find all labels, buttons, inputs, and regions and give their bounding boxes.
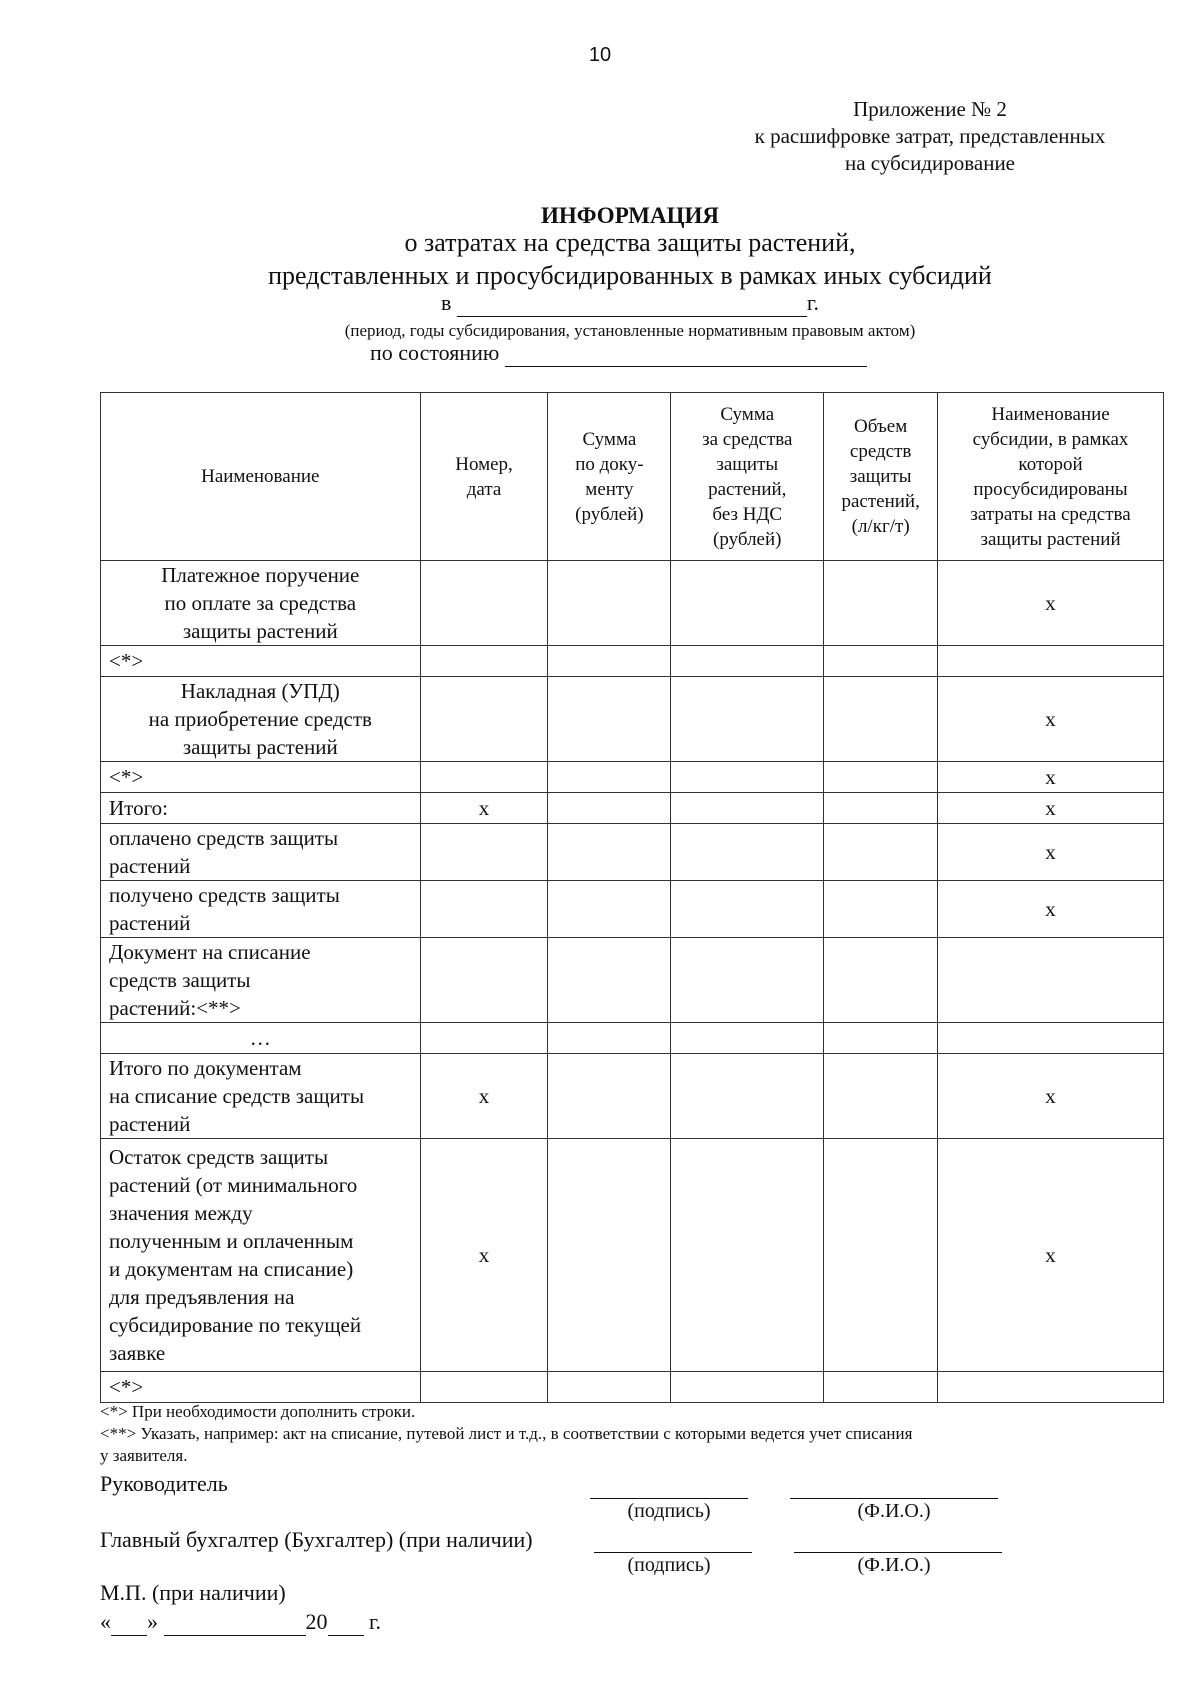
row-name-cell: <*>: [101, 762, 421, 793]
table-row: [101, 1023, 1164, 1054]
table-cell: х: [938, 824, 1164, 881]
table-cell: [671, 1023, 824, 1054]
table-row: [101, 677, 1164, 762]
table-cell: х: [938, 561, 1164, 646]
subtitle-line-1: о затратах на средства защиты растений,: [404, 228, 856, 257]
table-row: [101, 938, 1164, 1023]
table-row: [101, 793, 1164, 824]
table-cell: х: [420, 793, 548, 824]
appendix-line-3: на субсидирование: [845, 151, 1015, 175]
date-suffix: г.: [369, 1609, 382, 1634]
document-title: ИНФОРМАЦИЯ: [540, 203, 720, 228]
footnote-2-line-2: у заявителя.: [100, 1446, 188, 1465]
table-cell: [671, 793, 824, 824]
period-prefix: в: [441, 290, 452, 315]
table-cell: [824, 1139, 938, 1372]
table-cell: х: [938, 677, 1164, 762]
table-cell: [824, 938, 938, 1023]
table-cell: [671, 561, 824, 646]
row-name-cell: Итого по документам на списание средств защиты растений: [101, 1054, 421, 1139]
accountant-signature-caption: (подпись): [627, 1554, 711, 1576]
date-open-quote: «: [100, 1609, 111, 1634]
header-number-date: Номер, дата: [420, 393, 548, 561]
table-cell: [548, 938, 671, 1023]
table-cell: [938, 938, 1164, 1023]
period-note: (период, годы субсидирования, установленные нормативным правовым актом): [344, 321, 916, 340]
table-cell: [548, 677, 671, 762]
header-sum-excl-vat: Сумма за средства защиты растений, без НДС (рублей): [671, 393, 824, 561]
row-name-cell: получено средств защиты растений: [101, 881, 421, 938]
stamp-label: М.П. (при наличии): [100, 1580, 286, 1605]
table-cell: [420, 561, 548, 646]
period-suffix: г.: [806, 290, 819, 315]
table-cell: [548, 1054, 671, 1139]
table-cell: [548, 1139, 671, 1372]
table-cell: [938, 1372, 1164, 1403]
table-cell: [824, 646, 938, 677]
footnote-2-line-1: <**> Указать, например: акт на списание, путевой лист и т.д., в соответствии с которыми ведется учет списания: [100, 1424, 913, 1443]
table-cell: [824, 1054, 938, 1139]
header-volume: Объем средств защиты растений, (л/кг/т): [824, 393, 938, 561]
accountant-label: Главный бухгалтер (Бухгалтер) (при наличии): [100, 1527, 533, 1552]
table-cell: [938, 1023, 1164, 1054]
table-cell: х: [938, 762, 1164, 793]
accountant-name-caption: (Ф.И.О.): [857, 1554, 931, 1576]
table-cell: [824, 1023, 938, 1054]
row-name-cell: Остаток средств защиты растений (от минимального значения между полученным и оплаченным и документам на списание) для предъявления на субсидирование по текущей заявке: [101, 1139, 421, 1372]
row-name-cell: Платежное поручение по оплате за средства защиты растений: [101, 561, 421, 646]
table-cell: [420, 1023, 548, 1054]
accountant-signature-line: [594, 1552, 752, 1553]
date-close-quote: »: [147, 1609, 158, 1634]
table-cell: х: [420, 1139, 548, 1372]
head-name-caption: (Ф.И.О.): [857, 1500, 931, 1522]
head-label: Руководитель: [100, 1471, 228, 1496]
table-row: [101, 881, 1164, 938]
table-body: [101, 561, 1164, 1403]
table-cell: [938, 646, 1164, 677]
expenses-table: [100, 392, 1164, 1403]
date-day-blank: [111, 1609, 147, 1636]
table-cell: [671, 824, 824, 881]
head-signature-line: [590, 1498, 748, 1499]
row-name-cell: Накладная (УПД) на приобретение средств защиты растений: [101, 677, 421, 762]
table-cell: [420, 646, 548, 677]
date-year-prefix: 20: [305, 1609, 328, 1634]
row-name-cell: Документ на списание средств защиты растений:<**>: [101, 938, 421, 1023]
table-cell: х: [938, 1139, 1164, 1372]
table-row: [101, 762, 1164, 793]
date-line: [100, 1609, 381, 1636]
table-cell: х: [938, 793, 1164, 824]
table-header-row: [101, 393, 1164, 561]
table-cell: [548, 824, 671, 881]
table-row: [101, 1372, 1164, 1403]
table-row: [101, 646, 1164, 677]
table-cell: [824, 762, 938, 793]
table-cell: [671, 938, 824, 1023]
appendix-reference: [700, 96, 1160, 177]
table-cell: [824, 824, 938, 881]
table-cell: [548, 762, 671, 793]
period-blank: [457, 290, 807, 317]
accountant-name-line: [794, 1552, 1002, 1553]
footnote-1: <*> При необходимости дополнить строки.: [100, 1402, 416, 1421]
table-cell: [671, 1372, 824, 1403]
table-cell: [420, 938, 548, 1023]
table-cell: [671, 677, 824, 762]
as-of-label: по состоянию: [370, 340, 500, 365]
table-cell: [420, 677, 548, 762]
document-subtitle: [0, 226, 1200, 292]
row-name-cell: <*>: [101, 1372, 421, 1403]
table-cell: [548, 561, 671, 646]
table-cell: [548, 793, 671, 824]
table-cell: [548, 646, 671, 677]
table-cell: [420, 1372, 548, 1403]
table-cell: [671, 881, 824, 938]
row-name-cell: <*>: [101, 646, 421, 677]
date-month-blank: [164, 1609, 306, 1636]
header-document-sum: Сумма по доку- менту (рублей): [548, 393, 671, 561]
table-cell: [420, 824, 548, 881]
table-cell: [671, 1054, 824, 1139]
table-cell: [548, 1023, 671, 1054]
table-cell: [671, 762, 824, 793]
head-name-line: [790, 1498, 998, 1499]
table-cell: [671, 646, 824, 677]
table-cell: х: [938, 1054, 1164, 1139]
table-cell: [548, 881, 671, 938]
table-cell: [824, 1372, 938, 1403]
appendix-line-2: к расшифровке затрат, представленных: [754, 124, 1106, 148]
subtitle-line-2: представленных и просубсидированных в рамках иных субсидий: [268, 261, 992, 290]
table-cell: [420, 881, 548, 938]
table-cell: [548, 1372, 671, 1403]
row-name-cell: оплачено средств защиты растений: [101, 824, 421, 881]
header-subsidy-name: Наименование субсидии, в рамках которой просубсидированы затраты на средства защиты растений: [938, 393, 1164, 561]
page-number: 10: [588, 44, 612, 66]
header-name: Наименование: [101, 393, 421, 561]
table-cell: [671, 1139, 824, 1372]
table-row: [101, 1139, 1164, 1372]
date-year-blank: [328, 1609, 364, 1636]
head-signature-caption: (подпись): [627, 1500, 711, 1522]
table-cell: х: [938, 881, 1164, 938]
as-of-blank: [505, 340, 867, 367]
period-line: [0, 290, 1200, 317]
table-cell: [824, 881, 938, 938]
table-row: [101, 561, 1164, 646]
table-cell: [824, 677, 938, 762]
table-cell: [824, 793, 938, 824]
appendix-line-1: Приложение № 2: [853, 97, 1007, 121]
row-name-cell: …: [101, 1023, 421, 1054]
table-row: [101, 1054, 1164, 1139]
row-name-cell: Итого:: [101, 793, 421, 824]
footnotes: [100, 1401, 1100, 1467]
table-cell: [420, 762, 548, 793]
table-cell: [824, 561, 938, 646]
as-of-line: [370, 340, 867, 367]
table-row: [101, 824, 1164, 881]
table-cell: х: [420, 1054, 548, 1139]
